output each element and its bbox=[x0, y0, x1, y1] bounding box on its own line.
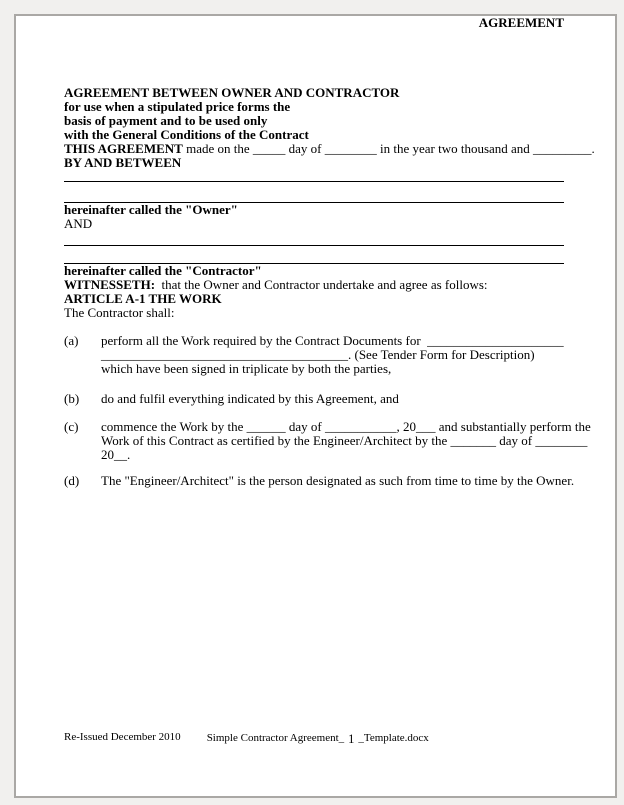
heading-line: AGREEMENT BETWEEN OWNER AND CONTRACTOR bbox=[64, 85, 400, 100]
owner-label: hereinafter called the "Owner" bbox=[64, 202, 238, 217]
footer-page-number: 1 bbox=[348, 732, 355, 746]
footer-filename-post: _Template.docx bbox=[358, 732, 429, 744]
list-item-line: do and fulfil everything indicated by this Agreement, and bbox=[101, 391, 399, 406]
list-item-line: ______________________________________. (See Tender Form for Description) bbox=[101, 347, 535, 362]
list-item-c bbox=[64, 419, 591, 462]
footer-filename bbox=[207, 731, 429, 745]
page-content bbox=[64, 15, 595, 488]
heading-line: basis of payment and to be used only bbox=[64, 113, 268, 128]
list-item-label: (c) bbox=[64, 419, 79, 434]
this-agreement-label: THIS AGREEMENT bbox=[64, 141, 183, 156]
article-intro: The Contractor shall: bbox=[64, 305, 175, 320]
footer-reissued-date: Re-Issued December 2010 bbox=[64, 731, 181, 743]
heading-line: with the General Conditions of the Contract bbox=[64, 127, 309, 142]
by-and-between-heading: BY AND BETWEEN bbox=[64, 155, 182, 170]
footer-filename-pre: Simple Contractor Agreement_ bbox=[206, 732, 345, 744]
contractor-name-blank-line-1 bbox=[64, 245, 564, 246]
list-item-line: which have been signed in triplicate by both the parties, bbox=[101, 361, 392, 376]
document-page bbox=[14, 14, 617, 798]
list-item-line: 20__. bbox=[101, 447, 131, 462]
list-item-body bbox=[101, 419, 591, 462]
witnesseth-line bbox=[64, 278, 564, 292]
agreement-date-line bbox=[64, 141, 595, 156]
list-item-line: Work of this Contract as certified by the Engineer/Architect by the _______ day of ________ bbox=[101, 433, 588, 448]
doc-title: AGREEMENT bbox=[478, 15, 564, 30]
witnesseth-label: WITNESSETH: bbox=[64, 277, 156, 292]
list-item-b bbox=[64, 392, 564, 406]
list-item-body bbox=[101, 473, 575, 488]
list-item-label: (b) bbox=[64, 391, 80, 406]
witnesseth-text: that the Owner and Contractor undertake and agree as follows: bbox=[155, 277, 488, 292]
list-item-line: perform all the Work required by the Contract Documents for _____________________ bbox=[101, 333, 564, 348]
list-item-line: commence the Work by the ______ day of ___________, 20___ and substantially perform the bbox=[101, 419, 591, 434]
page-footer bbox=[64, 731, 429, 745]
and-label: AND bbox=[64, 216, 93, 231]
heading-line: for use when a stipulated price forms the bbox=[64, 99, 291, 114]
list-item-a bbox=[64, 334, 564, 376]
agreement-date-text: made on the _____ day of ________ in the year two thousand and _________. bbox=[182, 141, 595, 156]
list-item-label: (d) bbox=[64, 473, 80, 488]
list-item-body bbox=[101, 334, 564, 376]
contractor-label: hereinafter called the "Contractor" bbox=[64, 263, 262, 278]
list-item-label: (a) bbox=[64, 333, 79, 348]
agreement-heading bbox=[64, 86, 564, 142]
list-item-body bbox=[101, 392, 564, 406]
list-item-line: The "Engineer/Architect" is the person designated as such from time to time by the Owner. bbox=[101, 473, 575, 488]
article-a1-heading: ARTICLE A-1 THE WORK bbox=[64, 291, 222, 306]
owner-name-blank-line-1 bbox=[64, 181, 564, 182]
list-item-d bbox=[64, 473, 575, 488]
